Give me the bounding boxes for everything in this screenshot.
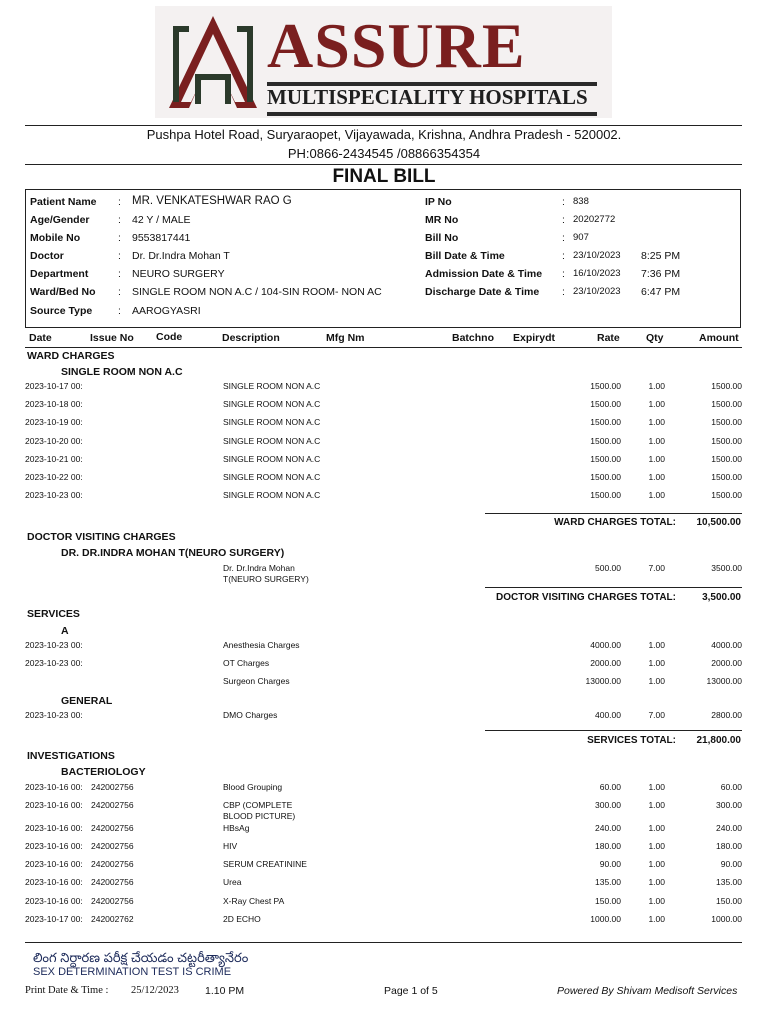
row-description: CBP (COMPLETE	[223, 800, 293, 810]
patient-field-value: 42 Y / MALE	[132, 214, 191, 226]
row-rate: 1000.00	[590, 914, 621, 924]
patient-field-label: IP No	[425, 196, 452, 208]
field-colon: :	[562, 232, 565, 244]
row-description: SINGLE ROOM NON A.C	[223, 454, 321, 464]
row-date: 2023-10-21 00:	[25, 454, 83, 464]
row-description: HBsAg	[223, 823, 250, 833]
row-qty: 1.00	[648, 896, 665, 906]
patient-field-value: MR. VENKATESHWAR RAO G	[132, 195, 292, 207]
row-rate: 300.00	[595, 800, 621, 810]
row-rate: 60.00	[599, 782, 621, 792]
page-number: Page 1 of 5	[384, 985, 438, 997]
row-date: 2023-10-17 00:	[25, 381, 83, 391]
row-rate: 1500.00	[590, 417, 621, 427]
row-rate: 13000.00	[585, 676, 621, 686]
col-amount: Amount	[699, 332, 739, 344]
patient-field-label: Bill Date & Time	[425, 250, 505, 262]
section-ward-charges: WARD CHARGES	[27, 350, 115, 362]
row-date: 2023-10-16 00:	[25, 859, 83, 869]
column-header-rule	[25, 347, 742, 348]
row-qty: 1.00	[648, 472, 665, 482]
doctor-total-value: 3,500.00	[702, 592, 741, 603]
row-rate: 4000.00	[590, 640, 621, 650]
print-date: 25/12/2023	[131, 985, 179, 996]
col-qty: Qty	[646, 332, 664, 344]
row-amount: 240.00	[716, 823, 742, 833]
row-rate: 90.00	[599, 859, 621, 869]
doctor-total-rule	[485, 587, 742, 588]
col-mfg: Mfg Nm	[326, 332, 365, 344]
section-doctor-visiting: DOCTOR VISITING CHARGES	[27, 531, 176, 543]
row-description: SINGLE ROOM NON A.C	[223, 399, 321, 409]
col-expiry: Expirydt	[513, 332, 556, 344]
patient-field-value: 907	[573, 232, 589, 243]
hospital-brand: ASSURE	[267, 10, 526, 81]
row-description: SINGLE ROOM NON A.C	[223, 417, 321, 427]
row-rate: 1500.00	[590, 399, 621, 409]
row-amount: 300.00	[716, 800, 742, 810]
row-rate: 1500.00	[590, 381, 621, 391]
field-colon: :	[118, 232, 121, 244]
row-amount: 60.00	[720, 782, 742, 792]
row-amount: 1500.00	[711, 472, 742, 482]
row-description: SINGLE ROOM NON A.C	[223, 490, 321, 500]
row-qty: 1.00	[648, 417, 665, 427]
section-investigations: INVESTIGATIONS	[27, 750, 115, 762]
row-date: 2023-10-23 00:	[25, 640, 83, 650]
row-rate: 1500.00	[590, 436, 621, 446]
row-date: 2023-10-23 00:	[25, 710, 83, 720]
row-rate: 500.00	[595, 563, 621, 573]
row-issue-no: 242002762	[91, 914, 134, 924]
row-issue-no: 242002756	[91, 782, 134, 792]
row-description: SINGLE ROOM NON A.C	[223, 436, 321, 446]
row-description: Anesthesia Charges	[223, 640, 300, 650]
patient-field-label: Patient Name	[30, 196, 97, 208]
row-rate: 150.00	[595, 896, 621, 906]
row-description: X-Ray Chest PA	[223, 896, 285, 906]
row-description: 2D ECHO	[223, 914, 261, 924]
row-amount: 3500.00	[711, 563, 742, 573]
row-rate: 1500.00	[590, 472, 621, 482]
patient-field-label: Ward/Bed No	[30, 286, 96, 298]
patient-field-value: 9553817441	[132, 232, 191, 244]
row-amount: 2800.00	[711, 710, 742, 720]
subsection-bacteriology: BACTERIOLOGY	[61, 766, 146, 778]
row-amount: 180.00	[716, 841, 742, 851]
patient-field-label: Admission Date & Time	[425, 268, 543, 280]
row-qty: 1.00	[648, 800, 665, 810]
subsection-single-room: SINGLE ROOM NON A.C	[61, 366, 183, 378]
sex-determination-notice: SEX DETERMINATION TEST IS CRIME	[33, 966, 232, 978]
row-date: 2023-10-20 00:	[25, 436, 83, 446]
row-issue-no: 242002756	[91, 823, 134, 833]
patient-field-value: NEURO SURGERY	[132, 268, 225, 280]
patient-field-value: 23/10/2023	[573, 286, 621, 297]
row-amount: 150.00	[716, 896, 742, 906]
patient-field-label: Age/Gender	[30, 214, 90, 226]
row-description: HIV	[223, 841, 238, 851]
footer-rule	[25, 942, 742, 943]
row-description: DMO Charges	[223, 710, 278, 720]
row-rate: 180.00	[595, 841, 621, 851]
row-issue-no: 242002756	[91, 800, 134, 810]
row-amount: 1000.00	[711, 914, 742, 924]
row-amount: 1500.00	[711, 490, 742, 500]
patient-field-value: 23/10/2023	[573, 250, 621, 261]
row-issue-no: 242002756	[91, 877, 134, 887]
row-date: 2023-10-18 00:	[25, 399, 83, 409]
row-amount: 13000.00	[706, 676, 742, 686]
field-colon: :	[118, 250, 121, 262]
row-amount: 90.00	[720, 859, 742, 869]
field-colon: :	[118, 214, 121, 226]
row-qty: 1.00	[648, 841, 665, 851]
header-rule	[25, 125, 742, 126]
row-rate: 135.00	[595, 877, 621, 887]
row-description: SERUM CREATININE	[223, 859, 307, 869]
row-qty: 1.00	[648, 640, 665, 650]
services-total-value: 21,800.00	[696, 735, 741, 746]
row-date: 2023-10-22 00:	[25, 472, 83, 482]
row-amount: 135.00	[716, 877, 742, 887]
powered-by: Powered By Shivam Medisoft Services	[557, 985, 738, 997]
field-colon: :	[118, 286, 121, 298]
section-services: SERVICES	[27, 608, 80, 620]
subsection-doctor-name: DR. DR.INDRA MOHAN T(NEURO SURGERY)	[61, 547, 285, 559]
doctor-total-label: DOCTOR VISITING CHARGES TOTAL:	[495, 592, 676, 603]
print-time: 1.10 PM	[205, 985, 245, 997]
row-date: 2023-10-23 00:	[25, 658, 83, 668]
subsection-general: GENERAL	[61, 695, 113, 707]
col-rate: Rate	[597, 332, 620, 344]
row-description: Dr. Dr.Indra Mohan	[223, 563, 295, 573]
row-amount: 4000.00	[711, 640, 742, 650]
ward-total-label: WARD CHARGES TOTAL:	[554, 517, 676, 528]
patient-field-label: Source Type	[30, 305, 93, 317]
field-colon: :	[562, 196, 565, 208]
patient-field-value: 20202772	[573, 214, 616, 225]
patient-field-value: SINGLE ROOM NON A.C / 104-SIN ROOM- NON AC	[132, 286, 382, 298]
patient-field-label: Mobile No	[30, 232, 81, 244]
row-description-cont: BLOOD PICTURE)	[223, 811, 296, 821]
patient-field-time: 7:36 PM	[641, 268, 681, 280]
row-description: SINGLE ROOM NON A.C	[223, 472, 321, 482]
row-date: 2023-10-19 00:	[25, 417, 83, 427]
hospital-address: Pushpa Hotel Road, Suryaraopet, Vijayawada, Krishna, Andhra Pradesh - 520002.	[146, 127, 622, 142]
row-amount: 1500.00	[711, 381, 742, 391]
telugu-notice: లింగ నిర్ధారణ పరీక్ష చేయడం చట్టరీత్యానేరం	[33, 950, 249, 965]
row-rate: 1500.00	[590, 490, 621, 500]
patient-field-label: Bill No	[425, 232, 459, 244]
col-issue-no: Issue No	[90, 332, 134, 344]
services-total-label: SERVICES TOTAL:	[587, 735, 676, 746]
row-qty: 1.00	[648, 399, 665, 409]
ward-total-rule	[485, 513, 742, 514]
row-description-cont: T(NEURO SURGERY)	[223, 574, 309, 584]
patient-field-label: Doctor	[30, 250, 64, 262]
row-qty: 7.00	[648, 710, 665, 720]
row-qty: 1.00	[648, 381, 665, 391]
row-date: 2023-10-17 00:	[25, 914, 83, 924]
col-code: Code	[156, 331, 183, 343]
field-colon: :	[118, 268, 121, 280]
row-amount: 1500.00	[711, 417, 742, 427]
row-rate: 1500.00	[590, 454, 621, 464]
row-qty: 1.00	[648, 436, 665, 446]
col-date: Date	[29, 332, 52, 344]
field-colon: :	[562, 286, 565, 298]
row-description: Blood Grouping	[223, 782, 283, 792]
row-amount: 1500.00	[711, 454, 742, 464]
title-rule	[25, 164, 742, 165]
services-total-rule	[485, 730, 742, 731]
subsection-a: A	[61, 625, 69, 637]
row-qty: 1.00	[648, 658, 665, 668]
patient-field-value: 838	[573, 196, 589, 207]
row-qty: 1.00	[648, 859, 665, 869]
patient-field-value: Dr. Dr.Indra Mohan T	[132, 250, 230, 262]
hospital-subtitle: MULTISPECIALITY HOSPITALS	[267, 85, 588, 109]
row-issue-no: 242002756	[91, 841, 134, 851]
field-colon: :	[562, 250, 565, 262]
row-rate: 240.00	[595, 823, 621, 833]
row-description: Surgeon Charges	[223, 676, 290, 686]
patient-field-value: AAROGYASRI	[132, 305, 201, 317]
row-amount: 2000.00	[711, 658, 742, 668]
row-description: SINGLE ROOM NON A.C	[223, 381, 321, 391]
row-qty: 1.00	[648, 676, 665, 686]
row-date: 2023-10-16 00:	[25, 823, 83, 833]
ward-total-value: 10,500.00	[696, 517, 741, 528]
row-date: 2023-10-16 00:	[25, 877, 83, 887]
hospital-phone: PH:0866-2434545 /08866354354	[287, 146, 481, 161]
row-qty: 7.00	[648, 563, 665, 573]
row-date: 2023-10-16 00:	[25, 841, 83, 851]
row-qty: 1.00	[648, 454, 665, 464]
row-description: OT Charges	[223, 658, 270, 668]
row-qty: 1.00	[648, 823, 665, 833]
row-issue-no: 242002756	[91, 859, 134, 869]
row-qty: 1.00	[648, 490, 665, 500]
patient-field-label: MR No	[425, 214, 459, 226]
row-date: 2023-10-23 00:	[25, 490, 83, 500]
patient-field-label: Discharge Date & Time	[425, 286, 540, 298]
row-date: 2023-10-16 00:	[25, 782, 83, 792]
row-qty: 1.00	[648, 877, 665, 887]
row-date: 2023-10-16 00:	[25, 896, 83, 906]
field-colon: :	[118, 305, 121, 317]
row-qty: 1.00	[648, 782, 665, 792]
row-amount: 1500.00	[711, 399, 742, 409]
field-colon: :	[118, 196, 121, 208]
print-label: Print Date & Time :	[25, 985, 109, 996]
col-batch: Batchno	[452, 332, 494, 344]
logo-divider-bottom	[267, 112, 597, 116]
field-colon: :	[562, 214, 565, 226]
assure-a-logo-icon	[165, 12, 261, 112]
row-issue-no: 242002756	[91, 896, 134, 906]
patient-field-label: Department	[30, 268, 89, 280]
row-amount: 1500.00	[711, 436, 742, 446]
patient-field-time: 8:25 PM	[641, 250, 681, 262]
bill-title: FINAL BILL	[332, 166, 436, 187]
row-rate: 400.00	[595, 710, 621, 720]
row-date: 2023-10-16 00:	[25, 800, 83, 810]
hospital-logo	[155, 6, 612, 118]
row-qty: 1.00	[648, 914, 665, 924]
patient-field-time: 6:47 PM	[641, 286, 681, 298]
field-colon: :	[562, 268, 565, 280]
patient-field-value: 16/10/2023	[573, 268, 621, 279]
row-rate: 2000.00	[590, 658, 621, 668]
row-description: Urea	[223, 877, 242, 887]
col-description: Description	[222, 332, 280, 344]
